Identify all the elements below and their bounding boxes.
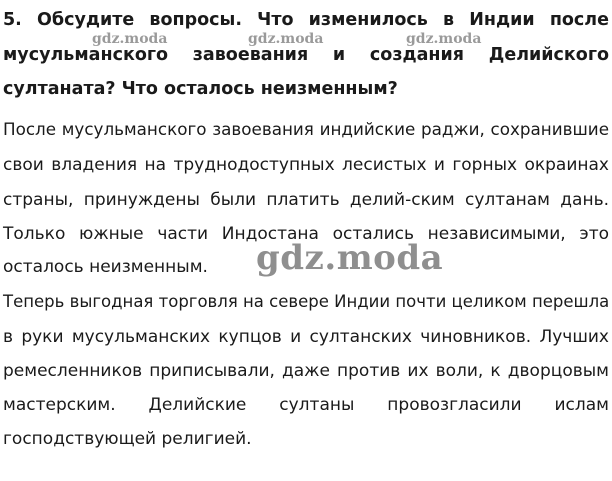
answer-p2-line-3: ремесленников приписывали, даже против их воли, к дворцовым (3, 361, 609, 381)
answer-p1-line-5: осталось неизменным. (3, 257, 208, 277)
answer-p1-line-2: свои владения на труднодоступных лесистых и горных окраинах (3, 155, 609, 175)
answer-p1-line-1: После мусульманского завоевания индийские раджи, сохранившие (3, 119, 609, 139)
watermark-small-2: gdz.moda (248, 31, 324, 47)
answer-p2-line-5: господствующей религией. (3, 429, 252, 449)
watermark-small-3: gdz.moda (406, 31, 482, 47)
answer-p1-line-4: Только южные части Индостана остались независимыми, это (3, 224, 609, 244)
answer-p2-line-2: в руки мусульманских купцов и султанских чиновников. Лучших (3, 327, 609, 347)
watermark-small-1: gdz.moda (92, 31, 168, 47)
watermark-large: gdz.moda (256, 238, 444, 278)
answer-p2-line-1: Теперь выгодная торговля на севере Индии почти целиком перешла (3, 292, 610, 311)
question-line-3: султаната? Что осталось неизменным? (3, 79, 398, 99)
question-line-2: мусульманского завоевания и создания Делийского (3, 45, 609, 65)
answer-p2-line-4: мастерским. Делийские султаны провозгласили ислам (3, 395, 609, 415)
question-line-1: 5. Обсудите вопросы. Что изменилось в Индии после (3, 10, 609, 30)
answer-p1-line-3: страны, принуждены были платить делий-ским султанам дань. (3, 190, 609, 210)
